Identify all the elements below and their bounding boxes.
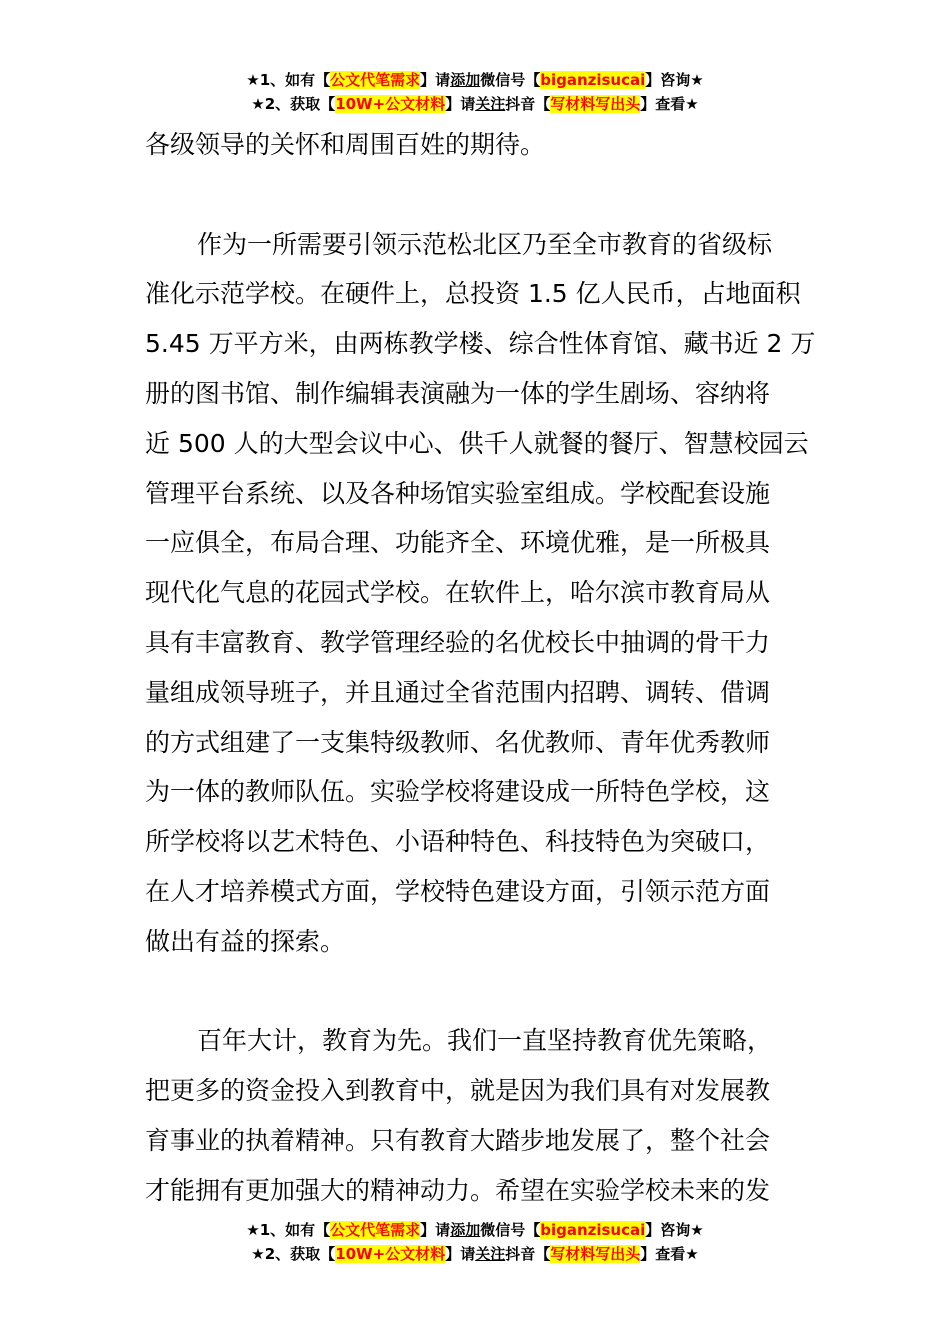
paragraph-2 bbox=[145, 220, 825, 967]
banner-line-1: ★1、如有【公文代笔需求】请添加微信号【biganzisucai】咨询★ bbox=[246, 1221, 704, 1239]
paragraph-1 bbox=[145, 120, 825, 170]
text-line: 把更多的资金投入到教育中，就是因为我们具有对发展教 bbox=[145, 1076, 771, 1106]
text-line: 管理平台系统、以及各种场馆实验室组成。学校配套设施 bbox=[145, 478, 771, 508]
document-body bbox=[145, 120, 825, 1216]
text-line: 近 500 人的大型会议中心、供千人就餐的餐厅、智慧校园云 bbox=[145, 428, 809, 458]
text-line: 准化示范学校。在硬件上，总投资 1.5 亿人民币，占地面积 bbox=[145, 279, 801, 309]
text-line: 做出有益的探索。 bbox=[145, 926, 346, 956]
text-line: 具有丰富教育、教学管理经验的名优校长中抽调的骨干力 bbox=[145, 627, 771, 657]
highlight-wechat-id: biganzisucai bbox=[540, 71, 646, 89]
banner-line-2: ★2、获取【10W+公文材料】请关注抖音【写材料写出头】查看★ bbox=[251, 95, 699, 113]
text-line: 现代化气息的花园式学校。在软件上，哈尔滨市教育局从 bbox=[145, 578, 771, 608]
banner-line-1: ★1、如有【公文代笔需求】请添加微信号【biganzisucai】咨询★ bbox=[246, 71, 704, 89]
banner-line-2: ★2、获取【10W+公文材料】请关注抖音【写材料写出头】查看★ bbox=[251, 1245, 699, 1263]
highlight-materials: 10W+公文材料 bbox=[335, 1245, 446, 1263]
text-line: 5.45 万平方米，由两栋教学楼、综合性体育馆、藏书近 2 万 bbox=[145, 329, 816, 359]
footer-banner bbox=[0, 1218, 950, 1266]
text-line: 一应俱全，布局合理、功能齐全、环境优雅，是一所极具 bbox=[145, 528, 771, 558]
text-line: 为一体的教师队伍。实验学校将建设成一所特色学校，这 bbox=[145, 777, 771, 807]
highlight-douyin: 写材料写出头 bbox=[550, 1245, 641, 1263]
text-line: 作为一所需要引领示范松北区乃至全市教育的省级标 bbox=[197, 229, 773, 259]
text-line: 各级领导的关怀和周围百姓的期待。 bbox=[145, 130, 546, 159]
highlight-service: 公文代笔需求 bbox=[330, 71, 421, 89]
highlight-materials: 10W+公文材料 bbox=[335, 95, 446, 113]
text-line: 在人才培养模式方面，学校特色建设方面，引领示范方面 bbox=[145, 876, 771, 906]
highlight-wechat-id: biganzisucai bbox=[540, 1221, 646, 1239]
text-line: 所学校将以艺术特色、小语种特色、科技特色为突破口， bbox=[145, 827, 771, 857]
paragraph-3 bbox=[145, 1016, 825, 1215]
header-banner bbox=[0, 68, 950, 116]
text-line: 册的图书馆、制作编辑表演融为一体的学生剧场、容纳将 bbox=[145, 378, 771, 408]
text-line: 量组成领导班子，并且通过全省范围内招聘、调转、借调 bbox=[145, 677, 771, 707]
highlight-douyin: 写材料写出头 bbox=[550, 95, 641, 113]
text-line: 百年大计，教育为先。我们一直坚持教育优先策略， bbox=[197, 1026, 773, 1056]
text-line: 育事业的执着精神。只有教育大踏步地发展了，整个社会 bbox=[145, 1125, 771, 1155]
text-line: 的方式组建了一支集特级教师、名优教师、青年优秀教师 bbox=[145, 727, 771, 757]
highlight-service: 公文代笔需求 bbox=[330, 1221, 421, 1239]
text-line: 才能拥有更加强大的精神动力。希望在实验学校未来的发 bbox=[145, 1175, 771, 1205]
